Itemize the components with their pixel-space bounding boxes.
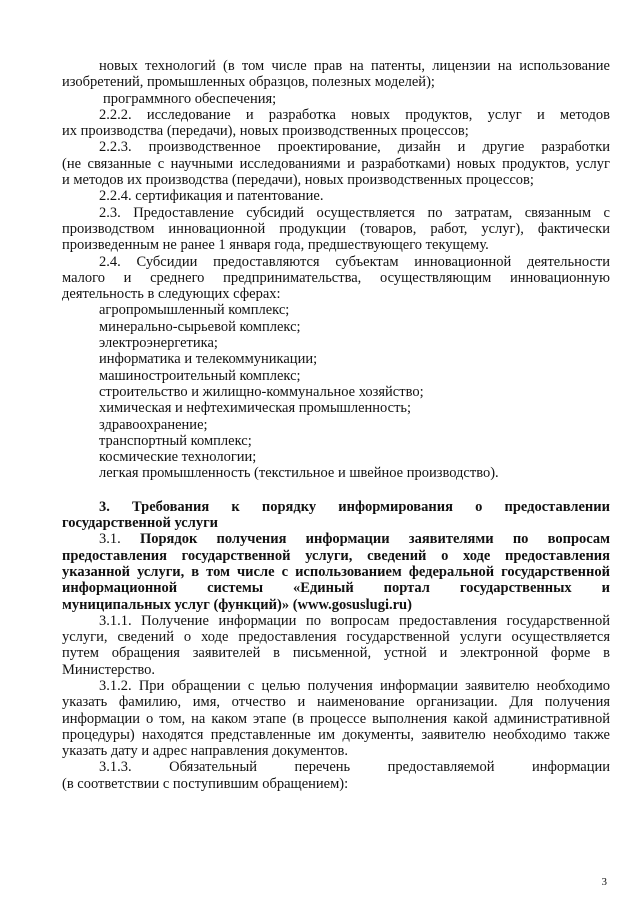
list-item: информатика и телекоммуникации; xyxy=(99,351,318,368)
text-line: и методов их производства (передачи), новых производственных процессов; xyxy=(62,172,534,189)
list-item: транспортный комплекс; xyxy=(99,432,252,449)
list-item: электроэнергетика; xyxy=(99,335,218,352)
text-line: деятельность в следующих сферах: xyxy=(62,286,281,303)
paragraph-2-2-2: 2.2.2. исследование и разработка новых продуктов, услуг и методов xyxy=(99,106,610,123)
paragraph-2-4: 2.4. Субсидии предоставляются субъектам инновационной деятельности xyxy=(99,253,610,270)
text-line: указать фамилию, имя, отчество и наименование организации. Для получения xyxy=(62,694,610,711)
paragraph-3-1 xyxy=(62,531,610,547)
list-item: агропромышленный комплекс; xyxy=(99,302,290,319)
text-line: процедуры) находятся представленные им документы, заявителю необходимо также xyxy=(62,726,610,743)
list-item: легкая промышленность (текстильное и швейное производство). xyxy=(99,465,499,482)
text-line: новых технологий (в том числе прав на патенты, лицензии на использование xyxy=(99,58,610,74)
paragraph-3-1-number: 3.1. xyxy=(99,531,121,548)
text-line: Министерство. xyxy=(62,661,156,678)
text-line: муниципальных услуг (функций)» (www.gosuslugi.ru) xyxy=(62,596,412,613)
list-item: космические технологии; xyxy=(99,449,257,466)
paragraph-2-3: 2.3. Предоставление субсидий осуществляется по затратам, связанным с xyxy=(99,204,610,221)
section-spacer xyxy=(62,482,610,499)
text-line: предоставления государственной услуги, сведений о ходе предоставления xyxy=(62,547,610,564)
paragraph-2-2-4: 2.2.4. сертификация и патентование. xyxy=(99,188,324,205)
paragraph-3-1-2: 3.1.2. При обращении с целью получения информации заявителю необходимо xyxy=(99,677,610,694)
list-item: строительство и жилищно-коммунальное хозяйство; xyxy=(99,383,424,400)
paragraph-3-1-title: Порядок получения информации заявителями по вопросам xyxy=(139,531,611,548)
paragraph-3-1-3: 3.1.3. Обязательный перечень предоставляемой информации xyxy=(99,759,610,776)
section-3-heading: 3. Требования к порядку информирования о предоставлении xyxy=(99,498,610,515)
text-line: путем обращения заявителей в письменной, устной и электронной форме в xyxy=(62,645,610,662)
text-line: указать дату и адрес направления документов. xyxy=(62,743,348,760)
page-content xyxy=(62,58,610,792)
text-line: услуги, сведений о ходе предоставления государственной услуги осуществляется xyxy=(62,629,610,646)
text-line: производством инновационной продукции (товаров, работ, услуг), фактически xyxy=(62,220,610,237)
list-item: химическая и нефтехимическая промышленность; xyxy=(99,400,412,417)
text-line: их производства (передачи), новых производственных процессов; xyxy=(62,123,469,140)
section-3-heading-cont: государственной услуги xyxy=(62,515,219,532)
text-line: (в соответствии с поступившим обращением): xyxy=(62,775,349,792)
paragraph-3-1-1: 3.1.1. Получение информации по вопросам предоставления государственной xyxy=(99,612,610,629)
spheres-list xyxy=(62,302,610,481)
text-line: информации о том, на каком этапе (в процессе выполнения какой административной xyxy=(62,710,610,727)
text-line: малого и среднего предпринимательства, осуществляющим инновационную xyxy=(62,269,610,286)
text-line: указанной услуги, в том числе с использованием федеральной государственной xyxy=(62,563,610,580)
text-line: информационной системы «Единый портал государственных и xyxy=(62,580,610,597)
list-item: машиностроительный комплекс; xyxy=(99,367,301,384)
list-item: минерально-сырьевой комплекс; xyxy=(99,318,301,335)
text-line: программного обеспечения; xyxy=(103,90,277,107)
paragraph-2-2-3: 2.2.3. производственное проектирование, дизайн и другие разработки xyxy=(99,139,610,156)
text-line: изобретений, промышленных образцов, полезных моделей); xyxy=(62,74,435,91)
list-item: здравоохранение; xyxy=(99,416,208,433)
text-line: (не связанные с научными исследованиями и разработками) новых продуктов, услуг xyxy=(62,155,610,172)
page-number: 3 xyxy=(601,876,607,888)
text-line: произведенным не ранее 1 января года, предшествующего текущему. xyxy=(62,237,489,254)
